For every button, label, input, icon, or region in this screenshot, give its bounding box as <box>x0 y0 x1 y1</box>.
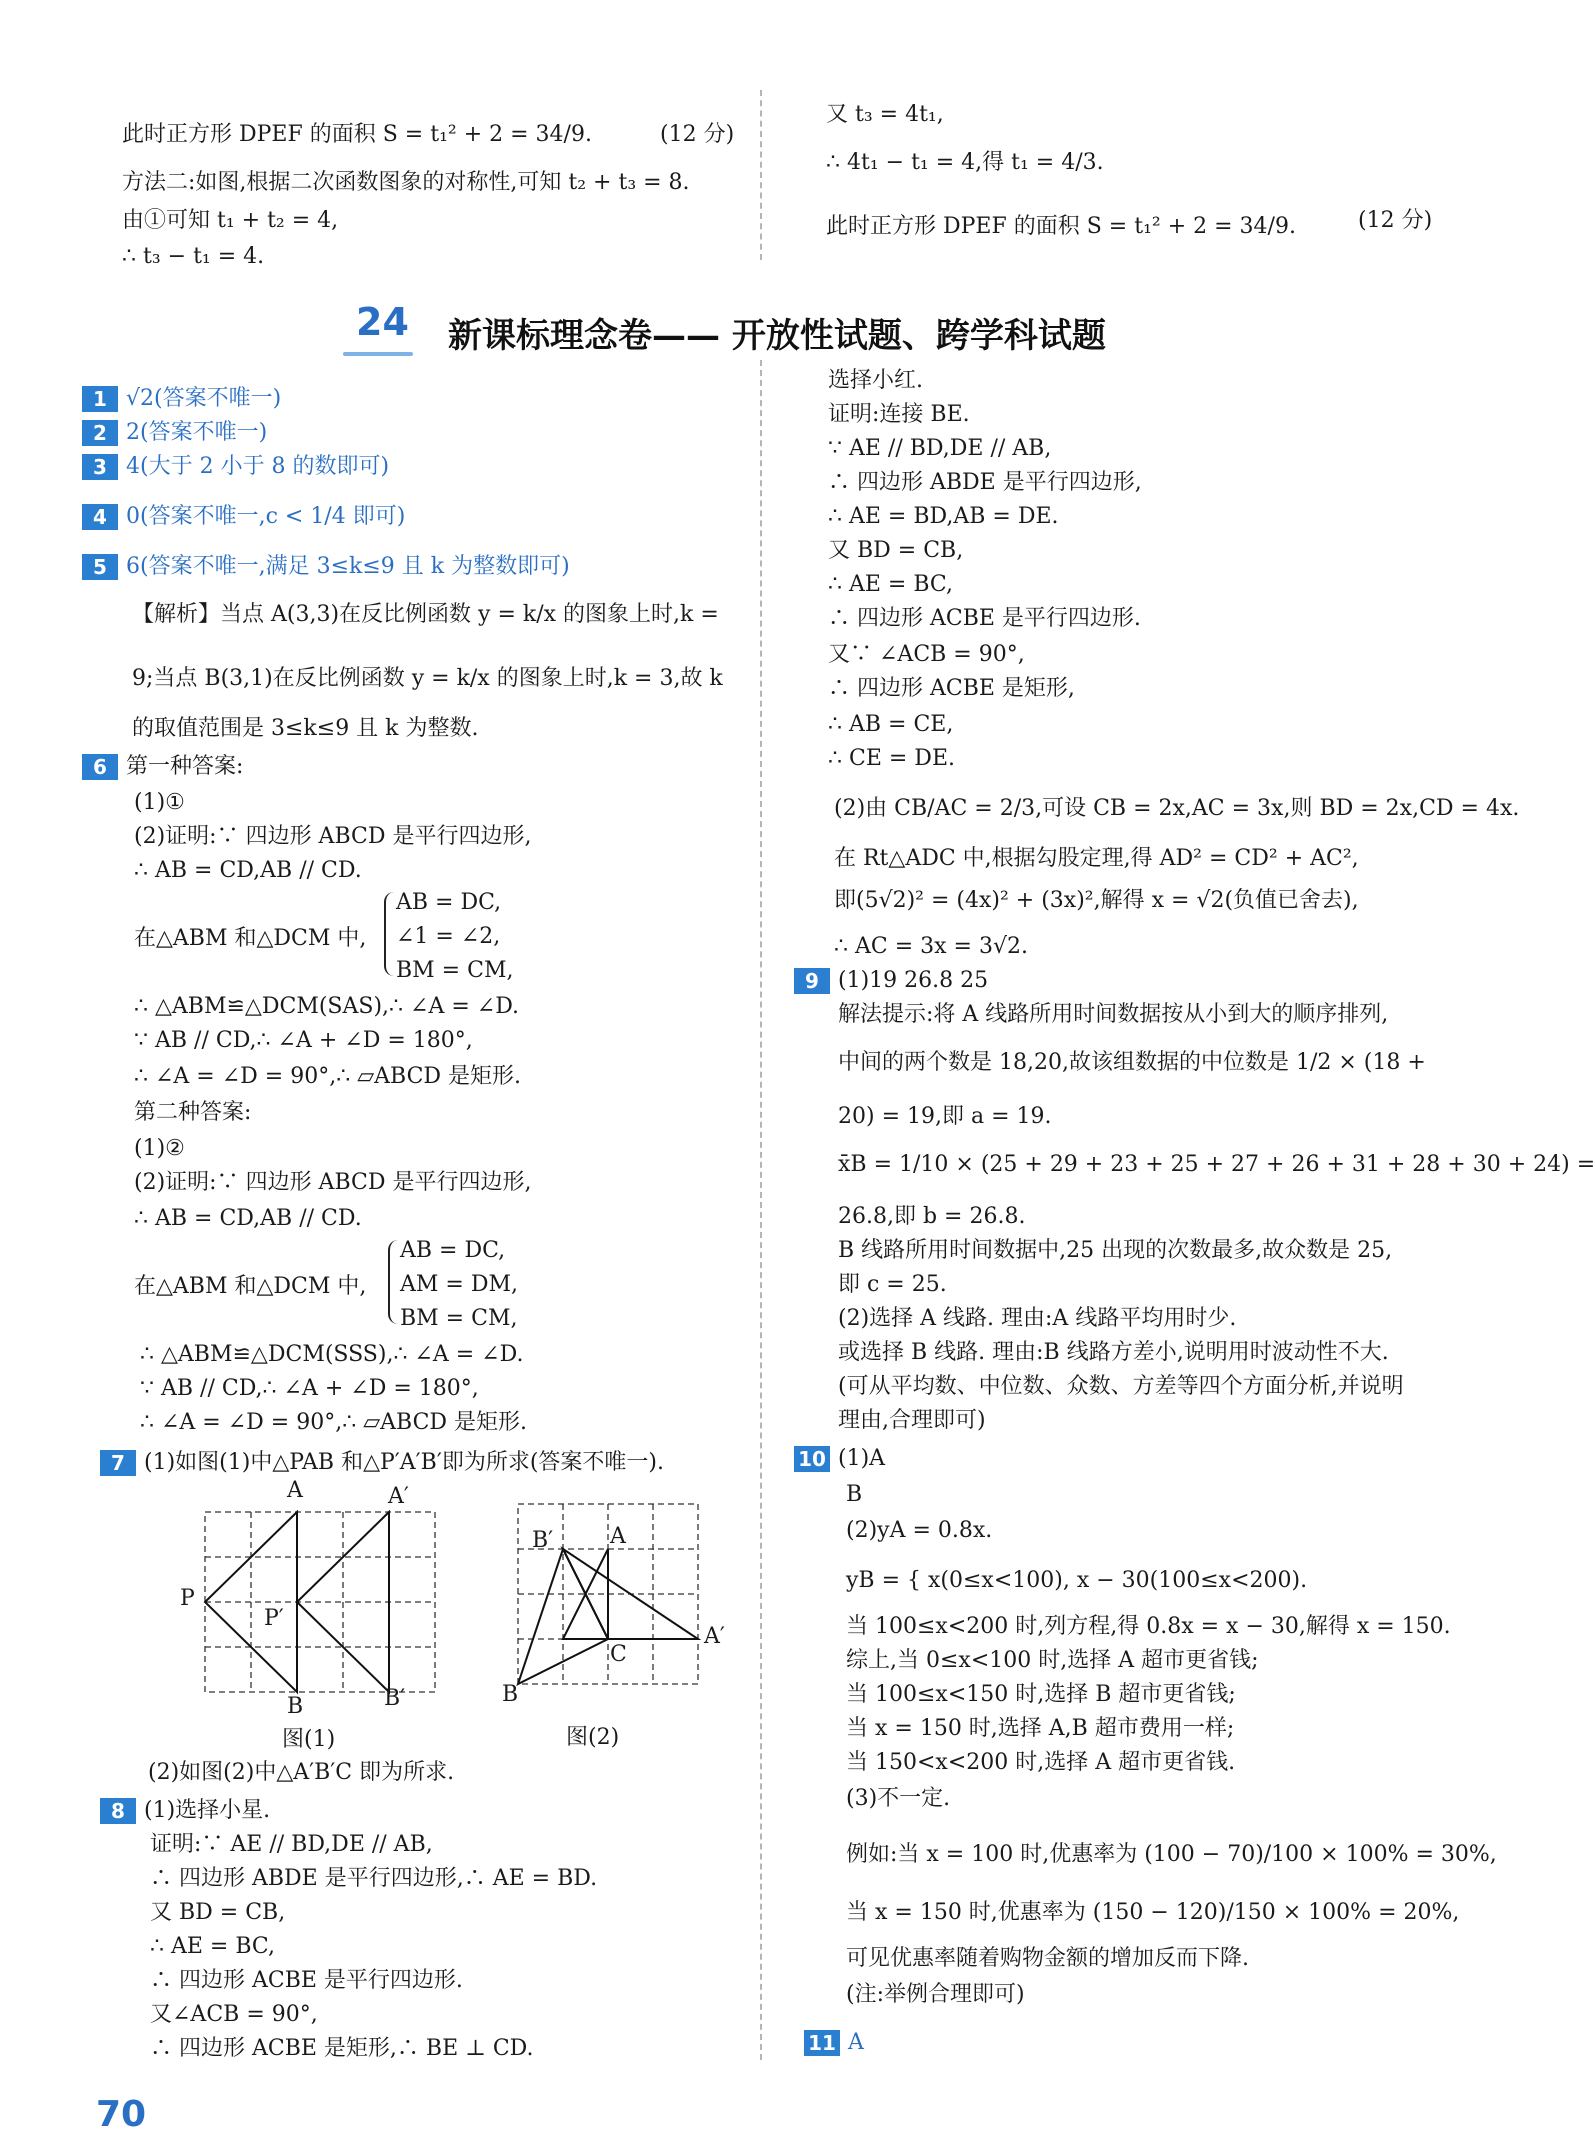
q6-line-19: ∴ △ABM≌△DCM(SSS),∴ ∠A = ∠D. <box>140 1342 524 1367</box>
q10-line-9: (3)不一定. <box>846 1786 951 1811</box>
q11 <box>804 2028 864 2058</box>
fig2-label-B-prime: B′ <box>532 1528 554 1553</box>
r8-line-10: ∴ 四边形 ACBE 是矩形, <box>828 676 1075 701</box>
q6-line-7: BM = CM, <box>396 958 514 983</box>
q6 <box>82 752 243 782</box>
q2-badge: 2 <box>82 420 118 446</box>
q5-analysis-line-3: 的取值范围是 3≤k≤9 且 k 为整数. <box>132 716 479 741</box>
q8-badge: 8 <box>100 1798 136 1824</box>
q2-answer: 2(答案不唯一) <box>126 420 268 445</box>
q6-line-21: ∴ ∠A = ∠D = 90°,∴ ▱ABCD 是矩形. <box>140 1410 528 1435</box>
r8-line-9: 又∵ ∠ACB = 90°, <box>828 642 1025 667</box>
q4 <box>82 502 405 532</box>
q10-line-7: 当 x = 150 时,选择 A,B 超市费用一样; <box>846 1716 1235 1741</box>
top-left-line-2: 方法二:如图,根据二次函数图象的对称性,可知 t₂ + t₃ = 8. <box>122 170 690 195</box>
q10-line-1: B <box>846 1482 863 1507</box>
r8-line-3: ∵ AE // BD,DE // AB, <box>828 436 1052 461</box>
q10-line-13: (注:举例合理即可) <box>846 1982 1025 2007</box>
r8-line-11: ∴ AB = CE, <box>828 712 954 737</box>
figure-2 <box>500 1490 730 1700</box>
r8-line-7: ∴ AE = BC, <box>828 572 953 597</box>
q10-line-4: 当 100≤x<200 时,列方程,得 0.8x = x − 30,解得 x = 150. <box>846 1614 1451 1639</box>
q6-line-10: ∴ ∠A = ∠D = 90°,∴ ▱ABCD 是矩形. <box>134 1064 522 1089</box>
fig1-label-B: B <box>287 1694 304 1719</box>
q8-line-1: 证明:∵ AE // BD,DE // AB, <box>150 1832 433 1857</box>
fig1-label-A-prime: A′ <box>388 1484 409 1509</box>
q9-line-3: 20) = 19,即 a = 19. <box>838 1104 1052 1129</box>
q11-answer: A <box>848 2030 864 2055</box>
fig1-label-P-prime: P′ <box>264 1606 284 1631</box>
q11-badge: 11 <box>804 2030 840 2056</box>
q8-line-3: 又 BD = CB, <box>150 1900 286 1925</box>
q6-line-20: ∵ AB // CD,∴ ∠A + ∠D = 180°, <box>140 1376 479 1401</box>
fig2-label-A: A <box>610 1524 626 1549</box>
top-right-line-2: ∴ 4t₁ − t₁ = 4,得 t₁ = 4/3. <box>826 150 1104 175</box>
q6-line-8: ∴ △ABM≌△DCM(SAS),∴ ∠A = ∠D. <box>134 994 520 1019</box>
q6-brace-2 <box>388 1240 400 1324</box>
q6-line-1: (1)① <box>134 790 185 815</box>
fig2-label-A-prime: A′ <box>704 1624 725 1649</box>
q5-analysis-line-2: 9;当点 B(3,1)在反比例函数 y = k/x 的图象上时,k = 3,故 k <box>132 666 723 691</box>
top-column-divider <box>760 90 762 260</box>
q4-answer: 0(答案不唯一,c < 1/4 即可) <box>126 504 406 529</box>
q6-line-17: AM = DM, <box>400 1272 518 1297</box>
q9-line-2: 中间的两个数是 18,20,故该组数据的中位数是 1/2 × (18 + <box>838 1050 1426 1075</box>
q6-line-3: ∴ AB = CD,AB // CD. <box>134 858 362 883</box>
fig2-label-C: C <box>610 1642 627 1667</box>
q5-answer: 6(答案不唯一,满足 3≤k≤9 且 k 为整数即可) <box>126 554 570 579</box>
q9-line-11: 理由,合理即可) <box>838 1408 986 1433</box>
q9 <box>794 966 988 996</box>
r8-line-5: ∴ AE = BD,AB = DE. <box>828 504 1059 529</box>
r8-line-16: ∴ AC = 3x = 3√2. <box>834 934 1028 959</box>
top-right-line-3: 此时正方形 DPEF 的面积 S = t₁² + 2 = 34/9. <box>826 214 1296 239</box>
q8-line-7: ∴ 四边形 ACBE 是矩形,∴ BE ⊥ CD. <box>150 2036 534 2061</box>
q9-line-4: x̄B = 1/10 × (25 + 29 + 23 + 25 + 27 + 26 + 31 + 28 + 30 + 24) = <box>838 1152 1595 1177</box>
q3-badge: 3 <box>82 454 118 480</box>
q8 <box>100 1796 270 1826</box>
fig1-caption: 图(1) <box>282 1727 336 1752</box>
section-title: 新课标理念卷—— 开放性试题、跨学科试题 <box>448 316 1106 356</box>
q6-line-5: 在△ABM 和△DCM 中, <box>134 926 367 951</box>
r8-line-4: ∴ 四边形 ABDE 是平行四边形, <box>828 470 1142 495</box>
q1 <box>82 384 281 414</box>
q10-line-10: 例如:当 x = 100 时,优惠率为 (100 − 70)/100 × 100% = 30%, <box>846 1842 1497 1867</box>
q6-line-13: (2)证明:∵ 四边形 ABCD 是平行四边形, <box>134 1170 532 1195</box>
q5-analysis-line-1: 【解析】当点 A(3,3)在反比例函数 y = k/x 的图象上时,k = <box>132 602 719 627</box>
q10-line-5: 综上,当 0≤x<100 时,选择 A 超市更省钱; <box>846 1648 1259 1673</box>
top-left-line-4: ∴ t₃ − t₁ = 4. <box>122 244 265 269</box>
q6-line-18: BM = CM, <box>400 1306 518 1331</box>
q6-brace-1 <box>384 892 396 976</box>
q10-line-12: 可见优惠率随着购物金额的增加反而下降. <box>846 1946 1249 1971</box>
q6-line-14: ∴ AB = CD,AB // CD. <box>134 1206 362 1231</box>
q10 <box>794 1444 885 1474</box>
fig1-label-B-prime: B′ <box>384 1686 406 1711</box>
q9-line-10: (可从平均数、中位数、众数、方差等四个方面分析,并说明 <box>838 1374 1404 1399</box>
q3 <box>82 452 389 482</box>
q9-line-5: 26.8,即 b = 26.8. <box>838 1204 1026 1229</box>
q6-line-9: ∵ AB // CD,∴ ∠A + ∠D = 180°, <box>134 1028 473 1053</box>
figure-1-triangles <box>205 1512 389 1692</box>
q6-line-6: ∠1 = ∠2, <box>396 924 501 949</box>
top-right-score: (12 分) <box>1358 208 1433 233</box>
r8-line-8: ∴ 四边形 ACBE 是平行四边形. <box>828 606 1141 631</box>
q7 <box>100 1448 664 1478</box>
section-number: 24 <box>356 300 409 344</box>
r8-line-13: (2)由 CB/AC = 2/3,可设 CB = 2x,AC = 3x,则 BD = 2x,CD = 4x. <box>834 796 1520 821</box>
top-right-line-1: 又 t₃ = 4t₁, <box>826 102 944 127</box>
q6-heading: 第一种答案: <box>126 754 244 779</box>
q10-badge: 10 <box>794 1446 830 1472</box>
q7-part-2: (2)如图(2)中△A′B′C 即为所求. <box>148 1760 455 1785</box>
figure-2-triangles <box>518 1549 698 1684</box>
r8-line-14: 在 Rt△ADC 中,根据勾股定理,得 AD² = CD² + AC², <box>834 846 1359 871</box>
r8-line-6: 又 BD = CB, <box>828 538 964 563</box>
r8-line-12: ∴ CE = DE. <box>828 746 955 771</box>
q3-answer: 4(大于 2 小于 8 的数即可) <box>126 454 390 479</box>
top-left-line-3: 由①可知 t₁ + t₂ = 4, <box>122 208 339 233</box>
figure-1-grid <box>205 1512 435 1692</box>
q9-line-8: (2)选择 A 线路. 理由:A 线路平均用时少. <box>838 1306 1237 1331</box>
q7-badge: 7 <box>100 1450 136 1476</box>
top-left-score: (12 分) <box>660 122 735 147</box>
fig2-caption: 图(2) <box>566 1725 620 1750</box>
q6-line-11: 第二种答案: <box>134 1100 252 1125</box>
q6-badge: 6 <box>82 754 118 780</box>
q4-badge: 4 <box>82 504 118 530</box>
q6-line-4: AB = DC, <box>396 890 502 915</box>
q10-line-2: (2)yA = 0.8x. <box>846 1518 993 1543</box>
top-left-line-1: 此时正方形 DPEF 的面积 S = t₁² + 2 = 34/9. <box>122 122 592 147</box>
q6-line-12: (1)② <box>134 1136 185 1161</box>
q10-line-8: 当 150<x<200 时,选择 A 超市更省钱. <box>846 1750 1236 1775</box>
q2 <box>82 418 267 448</box>
main-column-divider <box>760 360 762 2060</box>
q9-line-9: 或选择 B 线路. 理由:B 线路方差小,说明用时波动性不大. <box>838 1340 1389 1365</box>
q10-line-6: 当 100≤x<150 时,选择 B 超市更省钱; <box>846 1682 1236 1707</box>
page-number: 70 <box>96 2094 147 2135</box>
q9-badge: 9 <box>794 968 830 994</box>
q6-line-2: (2)证明:∵ 四边形 ABCD 是平行四边形, <box>134 824 532 849</box>
q8-line-6: 又∠ACB = 90°, <box>150 2002 318 2027</box>
q8-line-4: ∴ AE = BC, <box>150 1934 275 1959</box>
q10-line-3: yB = { x(0≤x<100), x − 30(100≤x<200). <box>846 1568 1308 1593</box>
q6-line-15: AB = DC, <box>400 1238 506 1263</box>
q8-text: (1)选择小星. <box>144 1798 271 1823</box>
q5 <box>82 552 570 582</box>
q8-line-2: ∴ 四边形 ABDE 是平行四边形,∴ AE = BD. <box>150 1866 598 1891</box>
fig1-label-P: P <box>180 1586 195 1611</box>
section-number-underline <box>343 352 413 356</box>
r8-line-1: 选择小红. <box>828 368 923 393</box>
fig1-label-A: A <box>287 1478 303 1503</box>
q8-line-5: ∴ 四边形 ACBE 是平行四边形. <box>150 1968 463 1993</box>
q7-text: (1)如图(1)中△PAB 和△P′A′B′即为所求(答案不唯一). <box>144 1450 664 1475</box>
r8-line-2: 证明:连接 BE. <box>828 402 970 427</box>
q1-answer: √2(答案不唯一) <box>126 386 282 411</box>
q9-line-7: 即 c = 25. <box>838 1272 947 1297</box>
q9-line-6: B 线路所用时间数据中,25 出现的次数最多,故众数是 25, <box>838 1238 1393 1263</box>
q10-line-11: 当 x = 150 时,优惠率为 (150 − 120)/150 × 100% = 20%, <box>846 1900 1460 1925</box>
q10-text: (1)A <box>838 1446 886 1471</box>
q5-badge: 5 <box>82 554 118 580</box>
q9-text: (1)19 26.8 25 <box>838 968 989 993</box>
q6-line-16: 在△ABM 和△DCM 中, <box>134 1274 367 1299</box>
fig2-label-B: B <box>502 1682 519 1707</box>
q1-badge: 1 <box>82 386 118 412</box>
figure-1 <box>170 1480 450 1710</box>
r8-line-15: 即(5√2)² = (4x)² + (3x)²,解得 x = √2(负值已舍去), <box>834 888 1359 913</box>
q9-line-1: 解法提示:将 A 线路所用时间数据按从小到大的顺序排列, <box>838 1002 1389 1027</box>
